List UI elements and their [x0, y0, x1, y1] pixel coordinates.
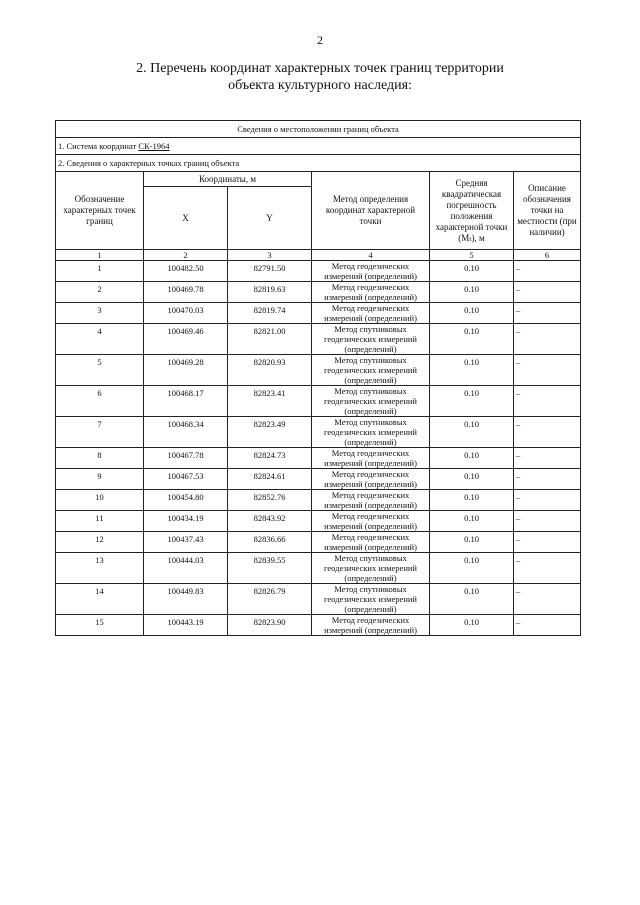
- description: –: [514, 553, 581, 584]
- method: Метод спутниковых геодезических измерений (определений): [312, 386, 430, 417]
- table-row: [56, 355, 581, 386]
- table-row: [56, 615, 581, 636]
- error-value: 0.10: [430, 303, 514, 324]
- description: –: [514, 386, 581, 417]
- method: Метод геодезических измерений (определений): [312, 448, 430, 469]
- table-row: [56, 553, 581, 584]
- point-number: 3: [56, 303, 144, 324]
- col-x-header: X: [144, 187, 228, 250]
- coordinates-table: [55, 120, 581, 636]
- error-value: 0.10: [430, 553, 514, 584]
- x-coordinate: 100434.19: [144, 511, 228, 532]
- y-coordinate: 82823.49: [228, 417, 312, 448]
- x-coordinate: 100467.53: [144, 469, 228, 490]
- method: Метод спутниковых геодезических измерений (определений): [312, 417, 430, 448]
- table-row: [56, 448, 581, 469]
- description: –: [514, 532, 581, 553]
- col-error-header: Средняя квадратическая погрешность положения характерной точки (Mₜ), м: [430, 172, 514, 250]
- y-coordinate: 82824.61: [228, 469, 312, 490]
- x-coordinate: 100468.34: [144, 417, 228, 448]
- column-number: 1: [56, 250, 144, 261]
- description: –: [514, 417, 581, 448]
- method: Метод геодезических измерений (определений): [312, 469, 430, 490]
- section-header: Сведения о местоположении границ объекта: [56, 121, 581, 138]
- column-number: 6: [514, 250, 581, 261]
- column-numbers-row: [56, 250, 581, 261]
- x-coordinate: 100449.83: [144, 584, 228, 615]
- x-coordinate: 100469.28: [144, 355, 228, 386]
- method: Метод спутниковых геодезических измерений (определений): [312, 355, 430, 386]
- point-number: 14: [56, 584, 144, 615]
- x-coordinate: 100469.78: [144, 282, 228, 303]
- method: Метод геодезических измерений (определений): [312, 490, 430, 511]
- table-row: [56, 386, 581, 417]
- y-coordinate: 82852.76: [228, 490, 312, 511]
- column-number: 2: [144, 250, 228, 261]
- title-line-2: объекта культурного наследия:: [228, 78, 412, 93]
- table-row: [56, 303, 581, 324]
- x-coordinate: 100443.19: [144, 615, 228, 636]
- page-title: [60, 60, 580, 94]
- error-value: 0.10: [430, 282, 514, 303]
- col-designation-header: Обозначение характерных точек границ: [56, 172, 144, 250]
- title-line-1: 2. Перечень координат характерных точек границ территории: [136, 61, 504, 76]
- method: Метод спутниковых геодезических измерений (определений): [312, 584, 430, 615]
- y-coordinate: 82819.74: [228, 303, 312, 324]
- x-coordinate: 100454.80: [144, 490, 228, 511]
- point-number: 9: [56, 469, 144, 490]
- table-row: [56, 584, 581, 615]
- point-number: 2: [56, 282, 144, 303]
- y-coordinate: 82836.66: [228, 532, 312, 553]
- point-number: 4: [56, 324, 144, 355]
- y-coordinate: 82843.92: [228, 511, 312, 532]
- coordinate-system-row: [56, 138, 581, 155]
- point-number: 15: [56, 615, 144, 636]
- points-header: 2. Сведения о характерных точках границ объекта: [56, 155, 581, 172]
- error-value: 0.10: [430, 615, 514, 636]
- point-number: 7: [56, 417, 144, 448]
- x-coordinate: 100444.03: [144, 553, 228, 584]
- method: Метод геодезических измерений (определений): [312, 511, 430, 532]
- y-coordinate: 82823.41: [228, 386, 312, 417]
- y-coordinate: 82839.55: [228, 553, 312, 584]
- y-coordinate: 82821.00: [228, 324, 312, 355]
- description: –: [514, 448, 581, 469]
- description: –: [514, 584, 581, 615]
- method: Метод геодезических измерений (определений): [312, 261, 430, 282]
- point-number: 8: [56, 448, 144, 469]
- table-row: [56, 511, 581, 532]
- method: Метод спутниковых геодезических измерений (определений): [312, 553, 430, 584]
- error-value: 0.10: [430, 584, 514, 615]
- error-value: 0.10: [430, 490, 514, 511]
- y-coordinate: 82823.90: [228, 615, 312, 636]
- y-coordinate: 82791.50: [228, 261, 312, 282]
- y-coordinate: 82820.93: [228, 355, 312, 386]
- table-row: [56, 469, 581, 490]
- error-value: 0.10: [430, 261, 514, 282]
- method: Метод геодезических измерений (определений): [312, 303, 430, 324]
- method: Метод геодезических измерений (определений): [312, 282, 430, 303]
- x-coordinate: 100468.17: [144, 386, 228, 417]
- description: –: [514, 490, 581, 511]
- error-value: 0.10: [430, 469, 514, 490]
- error-value: 0.10: [430, 511, 514, 532]
- point-number: 5: [56, 355, 144, 386]
- x-coordinate: 100470.03: [144, 303, 228, 324]
- table-row: [56, 532, 581, 553]
- description: –: [514, 511, 581, 532]
- col-method-header: Метод определения координат характерной точки: [312, 172, 430, 250]
- description: –: [514, 261, 581, 282]
- point-number: 12: [56, 532, 144, 553]
- x-coordinate: 100437.43: [144, 532, 228, 553]
- col-y-header: Y: [228, 187, 312, 250]
- y-coordinate: 82819.63: [228, 282, 312, 303]
- coordinate-system-label: 1. Система координат: [58, 141, 137, 151]
- point-number: 1: [56, 261, 144, 282]
- x-coordinate: 100469.46: [144, 324, 228, 355]
- table-row: [56, 417, 581, 448]
- description: –: [514, 615, 581, 636]
- method: Метод геодезических измерений (определений): [312, 532, 430, 553]
- table-row: [56, 261, 581, 282]
- column-number: 5: [430, 250, 514, 261]
- column-number: 3: [228, 250, 312, 261]
- method: Метод геодезических измерений (определений): [312, 615, 430, 636]
- point-number: 11: [56, 511, 144, 532]
- error-value: 0.10: [430, 417, 514, 448]
- description: –: [514, 282, 581, 303]
- error-value: 0.10: [430, 324, 514, 355]
- method: Метод спутниковых геодезических измерений (определений): [312, 324, 430, 355]
- error-value: 0.10: [430, 386, 514, 417]
- error-value: 0.10: [430, 355, 514, 386]
- description: –: [514, 303, 581, 324]
- col-description-header: Описание обозначения точки на местности (при наличии): [514, 172, 581, 250]
- description: –: [514, 324, 581, 355]
- table-row: [56, 324, 581, 355]
- point-number: 6: [56, 386, 144, 417]
- error-value: 0.10: [430, 448, 514, 469]
- page-number: 2: [317, 33, 323, 47]
- point-number: 10: [56, 490, 144, 511]
- col-coords-header: Координаты, м: [144, 172, 312, 187]
- y-coordinate: 82824.73: [228, 448, 312, 469]
- error-value: 0.10: [430, 532, 514, 553]
- x-coordinate: 100482.50: [144, 261, 228, 282]
- table-row: [56, 490, 581, 511]
- point-number: 13: [56, 553, 144, 584]
- description: –: [514, 355, 581, 386]
- y-coordinate: 82826.79: [228, 584, 312, 615]
- coordinate-system-value: СК-1964: [138, 141, 170, 151]
- x-coordinate: 100467.78: [144, 448, 228, 469]
- description: –: [514, 469, 581, 490]
- table-row: [56, 282, 581, 303]
- column-number: 4: [312, 250, 430, 261]
